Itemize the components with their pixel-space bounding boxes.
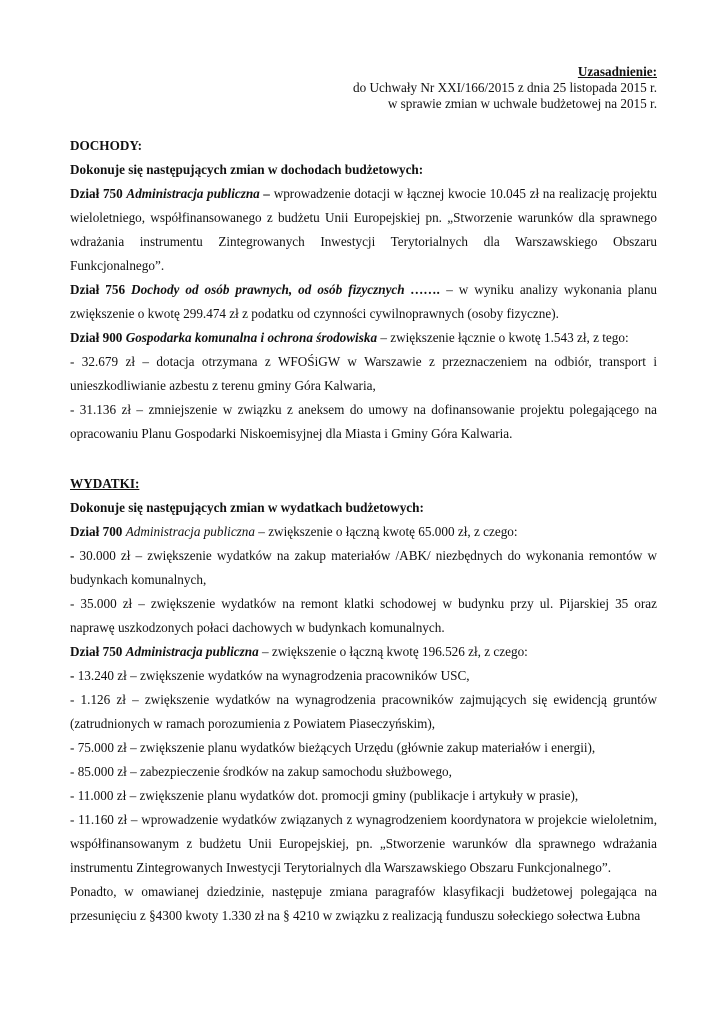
section-number: Dział 750 [70,186,123,201]
section-title: Administracja publiczna [125,644,259,659]
list-item: - 31.136 zł – zmniejszenie w związku z aneksem do umowy na dofinansowanie projektu polegającego na opracowaniu Planu Gospodarki Niskoemisyjnej dla Miasta i Gminy Góra Kalwaria. [70,402,657,441]
section-number: Dział 700 [70,524,123,539]
section-number: Dział 750 [70,644,123,659]
list-dash: - [70,548,75,563]
document-page [70,64,657,928]
expense-section-750 [70,640,657,664]
closing-paragraph: Ponadto, w omawianej dziedzinie, następuje zmiana paragrafów klasyfikacji budżetowej polegająca na przesunięciu z §4300 kwoty 1.330 zł na § 4210 w związku z realizacją funduszu sołeckiego sołectwa Łubna [70,884,657,923]
expenses-lead: Dokonuje się następujących zmian w wydatkach budżetowych: [70,500,424,515]
list-text: 13.240 zł – zwiększenie wydatków na wynagrodzenia pracowników USC, [74,668,470,683]
list-item: - 75.000 zł – zwiększenie planu wydatków bieżących Urzędu (głównie zakup materiałów i energii), [70,740,596,755]
section-title: Gospodarka komunalna i ochrona środowiska [125,330,378,345]
section-text: – zwiększenie o łączną kwotę 196.526 zł, z czego: [258,644,528,659]
list-item: - 32.679 zł – dotacja otrzymana z WFOŚiGW w Warszawie z przeznaczeniem na odbiór, transport i unieszkodliwianie azbestu z terenu gminy Góra Kalwaria, [70,354,657,393]
list-item [70,664,657,688]
header-title: Uzasadnienie: [577,64,657,79]
section-text: – w wyniku analizy wykonania planu zwiększenie o kwotę 299.474 zł z podatku od czynności cywilnoprawnych (osoby fizyczne). [70,282,658,321]
section-number: Dział 900 [70,330,123,345]
section-text: – zwiększenie o łączną kwotę 65.000 zł, z czego: [255,524,518,539]
section-title: Dochody od osób prawnych, od osób fizycznych ……. [131,282,441,297]
list-item [70,592,657,640]
list-text: 30.000 zł – zwiększenie wydatków na zakup materiałów /ABK/ niezbędnych do wykonania remontów w budynkach komunalnych, [70,548,657,587]
income-heading: DOCHODY: [70,138,143,153]
expense-section-700 [70,520,657,544]
list-item: - 85.000 zł – zabezpieczenie środków na zakup samochodu służbowego, [70,764,452,779]
header-resolution-line: do Uchwały Nr XXI/166/2015 z dnia 25 listopada 2015 r. [353,80,657,95]
header-subject-line: w sprawie zmian w uchwale budżetowej na 2015 r. [387,96,657,111]
income-section-900 [70,326,657,350]
list-item: - 1.126 zł – zwiększenie wydatków na wynagrodzenia pracowników zajmujących się ewidencją gruntów (zatrudnionych w ramach porozumienia z Powiatem Piaseczyńskim), [70,692,657,731]
list-text: - 35.000 zł – zwiększenie wydatków na remont klatki schodowej w budynku przy ul. Pijarskiej 35 oraz naprawę uszkodzonych połaci dachowych w budynkach komunalnych. [70,596,657,635]
section-title: Administracja publiczna [125,524,255,539]
list-dash: - [70,668,75,683]
list-item: - 11.000 zł – zwiększenie planu wydatków dot. promocji gminy (publikacje i artykuły w prasie), [70,788,579,803]
list-item: - 11.160 zł – wprowadzenie wydatków związanych z wynagrodzeniem koordynatora w projekcie wieloletnim, współfinansowanym z budżetu Unii Europejskiej, pn. „Stworzenie warunków dla sprawnego wdrażania instrumentu Zintegrowanych Inwestycji Terytorialnych dla Warszawskiego Obszaru Funkcjonalnego”. [70,812,657,875]
section-number: Dział 756 [70,282,126,297]
list-item [70,544,657,592]
income-section-750 [70,182,657,278]
document-header [70,64,657,112]
income-lead: Dokonuje się następujących zmian w dochodach budżetowych: [70,162,424,177]
income-section-756 [70,278,657,326]
section-title: Administracja publiczna – [126,186,271,201]
section-text: – zwiększenie łącznie o kwotę 1.543 zł, z tego: [377,330,629,345]
section-text: wprowadzenie dotacji w łącznej kwocie 10.045 zł na realizację projektu wieloletniego, współfinansowanego z budżetu Unii Europejskiej pn. „Stworzenie warunków dla sprawnego wdrażania instrumentu Zintegrowanych Inwestycji Terytorialnych dla Warszawskiego Obszaru Funkcjonalnego”. [70,186,657,273]
expenses-heading: WYDATKI: [70,476,140,491]
